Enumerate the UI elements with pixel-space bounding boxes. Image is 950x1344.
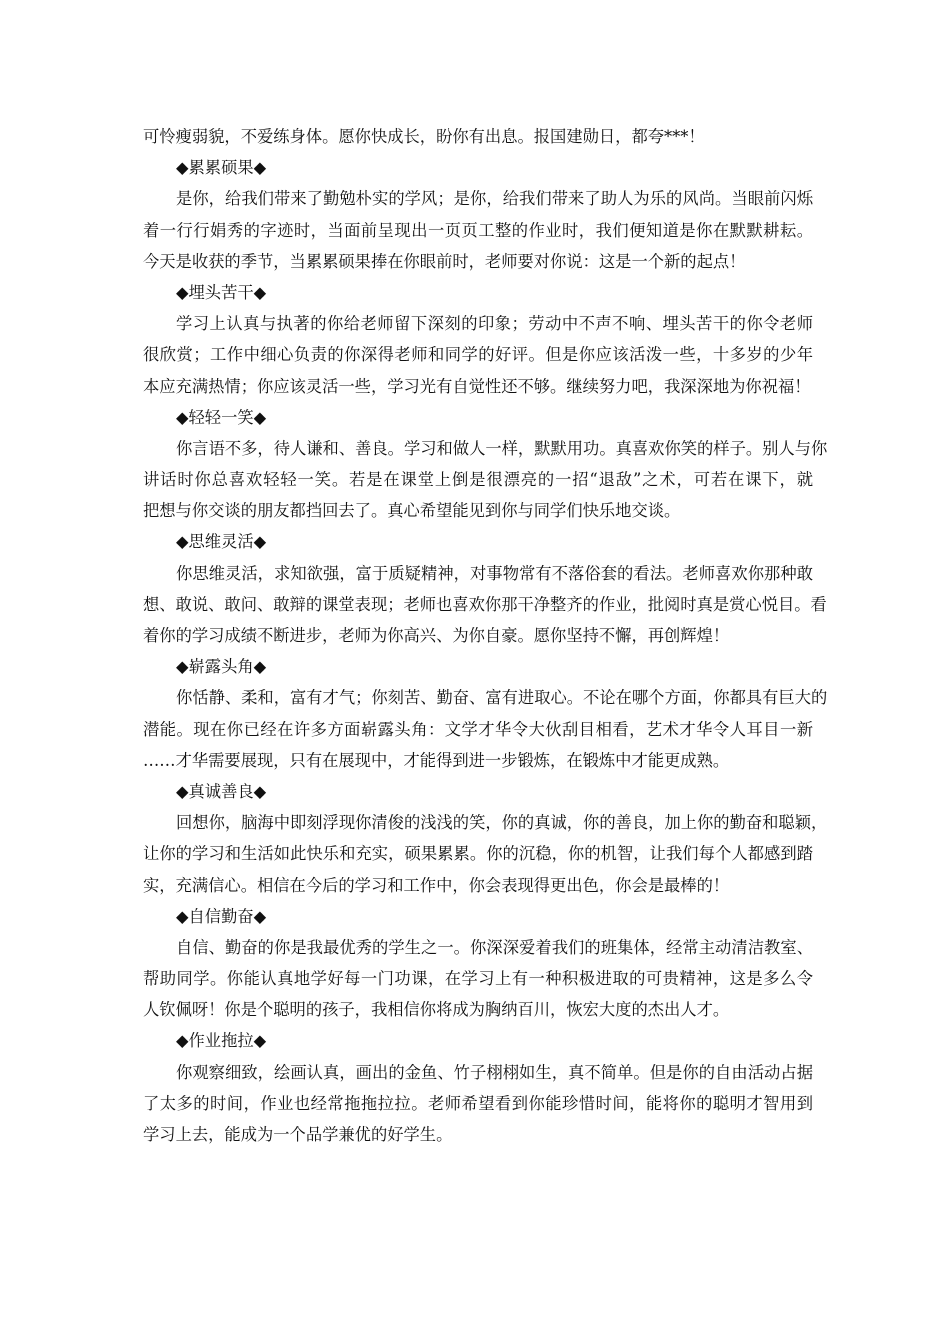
section-heading: ◆真诚善良◆ [176, 781, 267, 801]
section-procrastination [143, 1025, 813, 1150]
paragraph-line: 讲话时你总喜欢轻轻一笑。若是在课堂上倒是很漂亮的一招“退敌”之术，可若在课下，就 [143, 470, 813, 490]
paragraph-line: 你恬静、柔和，富有才气；你刻苦、勤奋、富有进取心。不论在哪个方面，你都具有巨大的 [176, 688, 828, 708]
paragraph-line: 着一行行娟秀的字迹时，当面前呈现出一页页工整的作业时，我们便知道是你在默默耕耘。 [143, 220, 813, 240]
paragraph-line: 自信、勤奋的你是我最优秀的学生之一。你深深爱着我们的班集体，经常主动清洁教室、 [176, 937, 813, 957]
paragraph-line: 你思维灵活，求知欲强，富于质疑精神，对事物常有不落俗套的看法。老师喜欢你那种敢 [176, 563, 813, 583]
section-hardwork [143, 277, 813, 402]
section-confident-diligent [143, 901, 813, 1026]
section-sincere-kind [143, 776, 828, 901]
paragraph-line: 你观察细致，绘画认真，画出的金鱼、竹子栩栩如生，真不简单。但是你的自由活动占据 [176, 1062, 813, 1082]
section-heading: ◆轻轻一笑◆ [176, 407, 267, 427]
paragraph-line: 回想你，脑海中即刻浮现你清俊的浅浅的笑，你的真诚，你的善良，加上你的勤奋和聪颖， [176, 813, 828, 833]
document-body [143, 121, 828, 1150]
section-agile-thinking [143, 526, 827, 651]
paragraph-line: 很欣赏；工作中细心负责的你深得老师和同学的好评。但是你应该活泼一些，十多岁的少年 [143, 345, 813, 365]
paragraph-line: 今天是收获的季节，当累累硕果捧在你眼前时，老师要对你说：这是一个新的起点！ [143, 251, 746, 271]
paragraph-line: 把想与你交谈的朋友都挡回去了。真心希望能见到你与同学们快乐地交谈。 [143, 501, 681, 521]
section-harvest [143, 152, 813, 277]
paragraph-line: 你言语不多，待人谦和、善良。学习和做人一样，默默用功。真喜欢你笑的样子。别人与你 [176, 438, 828, 458]
paragraph-line: 本应充满热情；你应该灵活一些，学习光有自觉性还不够。继续努力吧，我深深地为你祝福！ [143, 376, 811, 396]
section-heading: ◆埋头苦干◆ [176, 282, 267, 302]
section-heading: ◆作业拖拉◆ [176, 1031, 267, 1051]
section-heading: ◆自信勤奋◆ [176, 906, 267, 926]
paragraph-line: 了太多的时间，作业也经常拖拖拉拉。老师希望看到你能珍惜时间，能将你的聪明才智用到 [143, 1093, 813, 1113]
paragraph-line: 学习上认真与执著的你给老师留下深刻的印象；劳动中不声不响、埋头苦干的你令老师 [176, 314, 813, 334]
section-emerging-talent [143, 651, 828, 776]
section-heading: ◆思维灵活◆ [176, 532, 267, 552]
paragraph-line: ……才华需要展现，只有在展现中，才能得到进一步锻炼，在锻炼中才能更成熟。 [143, 750, 730, 770]
paragraph-line: 人钦佩呀！你是个聪明的孩子，我相信你将成为胸纳百川，恢宏大度的杰出人才。 [143, 1000, 730, 1020]
paragraph-line: 想、敢说、敢问、敢辩的课堂表现；老师也喜欢你那干净整齐的作业，批阅时真是赏心悦目。看 [143, 594, 827, 614]
paragraph-line: 是你，给我们带来了勤勉朴实的学风；是你，给我们带来了助人为乐的风尚。当眼前闪烁 [176, 189, 813, 209]
paragraph-line: 帮助同学。你能认真地学好每一门功课，在学习上有一种积极进取的可贵精神，这是多么令 [143, 969, 813, 989]
section-heading: ◆崭露头角◆ [176, 657, 267, 677]
paragraph-line: 学习上去，能成为一个品学兼优的好学生。 [143, 1125, 453, 1144]
paragraph-line: 潜能。现在你已经在许多方面崭露头角：文学才华令大伙刮目相看，艺术才华令人耳目一新 [143, 719, 813, 739]
paragraph-line: 实，充满信心。相信在今后的学习和工作中，你会表现得更出色，你会是最棒的！ [143, 875, 730, 895]
paragraph-line: 让你的学习和生活如此快乐和充实，硕果累累。你的沉稳，你的机智，让我们每个人都感到踏 [143, 844, 813, 864]
section-smile [143, 402, 828, 527]
intro-line: 可怜瘦弱貌，不爱练身体。愿你快成长，盼你有出息。报国建勋日，都夸***！ [143, 127, 705, 146]
paragraph-line: 着你的学习成绩不断进步，老师为你高兴、为你自豪。愿你坚持不懈，再创辉煌！ [143, 626, 730, 645]
section-heading: ◆累累硕果◆ [176, 158, 267, 178]
